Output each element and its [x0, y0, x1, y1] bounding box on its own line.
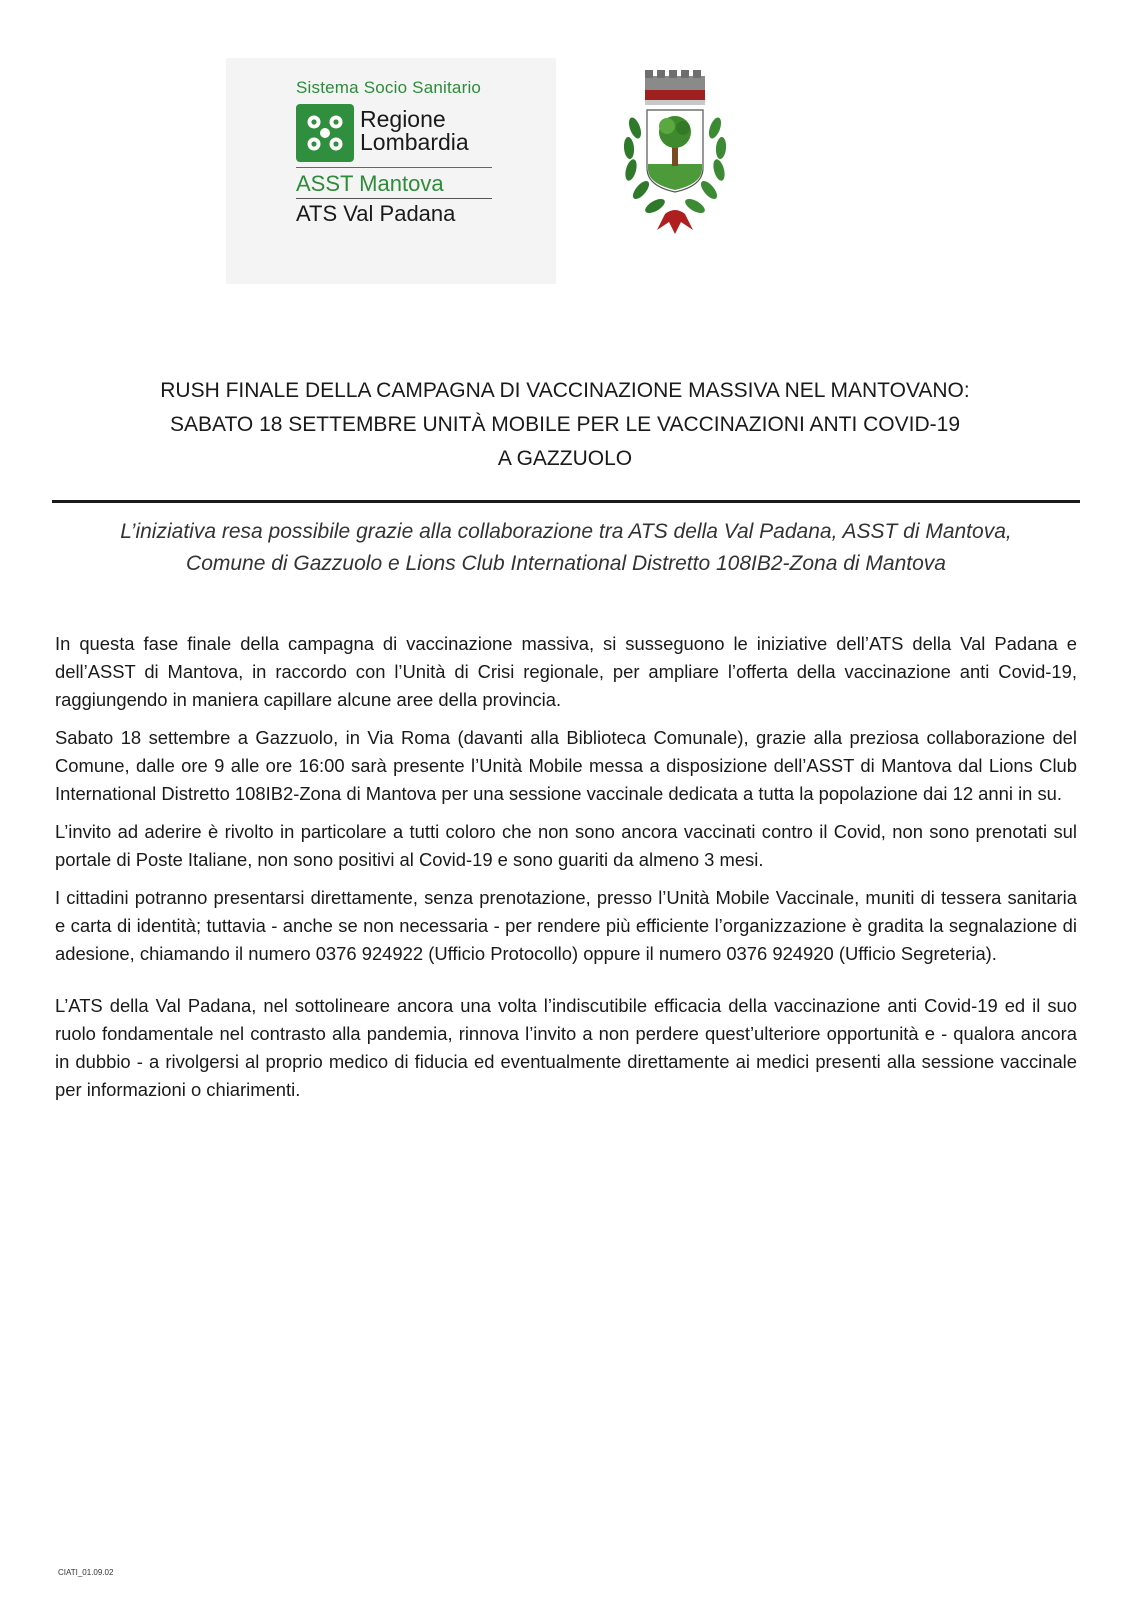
body-paragraph: Sabato 18 settembre a Gazzuolo, in Via Roma (davanti alla Biblioteca Comunale), grazie alla preziosa collaborazione del Comune, dalle ore 9 alle ore 16:00 sarà presente l’Unità Mobile messa a disposizione dell’ASST di Mantova dal Lions Club International Distretto 108IB2-Zona di Mantova per una sessione vaccinale dedicata a tutta la popolazione dai 12 anni in su. — [55, 727, 1077, 804]
municipal-crest-icon — [615, 68, 755, 248]
regione-lombardia-rose-icon — [296, 104, 354, 162]
logo-divider — [296, 198, 492, 199]
press-release-subtitle — [52, 516, 1080, 580]
press-release-title — [60, 374, 1070, 476]
logo-ats-text: ATS Val Padana — [296, 201, 456, 226]
document-code: CIATI_01.09.02 — [58, 1568, 114, 1577]
body-paragraph: L’ATS della Val Padana, nel sottolineare ancora una volta l’indiscutibile efficacia della vaccinazione anti Covid-19 ed il suo ruolo fondamentale nel contrasto alla pandemia, rinnova l’invito a non perdere quest’ulteriore opportunità e - qualora ancora in dubbio - a rivolgersi al proprio medico di fiducia ed eventualmente direttamente ai medici presenti alla sessione vaccinale per informazioni o chiarimenti. — [55, 995, 1077, 1100]
logo-divider — [296, 167, 492, 168]
body-paragraph: L’invito ad aderire è rivolto in particolare a tutti coloro che non sono ancora vaccinati contro il Covid, non sono prenotati sul portale di Poste Italiane, non sono positivi al Covid-19 e sono guariti da almeno 3 mesi. — [55, 821, 1077, 870]
logo-region-line2: Lombardia — [360, 129, 469, 155]
subtitle-line-2: Comune di Gazzuolo e Lions Club International Distretto 108IB2-Zona di Mantova — [186, 552, 946, 575]
title-divider — [52, 500, 1080, 503]
body-paragraph: I cittadini potranno presentarsi direttamente, senza prenotazione, presso l’Unità Mobile Vaccinale, muniti di tessera sanitaria e carta di identità; tuttavia - anche se non necessaria - per rendere più efficiente l’organizzazione è gradita la segnalazione di adesione, chiamando il numero 0376 924922 (Ufficio Protocollo) oppure il numero 0376 924920 (Ufficio Segreteria). — [55, 887, 1077, 964]
logo-region-name — [360, 108, 469, 154]
regione-lombardia-logo — [226, 58, 556, 284]
press-release-body — [55, 630, 1077, 1114]
body-paragraph: In questa fase finale della campagna di vaccinazione massiva, si susseguono le iniziative dell’ATS della Val Padana e dell’ASST di Mantova, in raccordo con l’Unità di Crisi regionale, per ampliare l’offerta della vaccinazione anti Covid-19, raggiungendo in maniera capillare alcune aree della provincia. — [55, 633, 1077, 710]
title-line-3: A GAZZUOLO — [497, 447, 633, 470]
logo-region-line1: Regione — [360, 106, 446, 132]
logo-asst-text: ASST Mantova — [296, 171, 444, 196]
title-line-1: RUSH FINALE DELLA CAMPAGNA DI VACCINAZIONE MASSIVA NEL MANTOVANO: — [160, 379, 970, 402]
logo-system-text: Sistema Socio Sanitario — [296, 78, 482, 97]
title-line-2: SABATO 18 SETTEMBRE UNITÀ MOBILE PER LE VACCINAZIONI ANTI COVID-19 — [169, 413, 960, 436]
subtitle-line-1: L’iniziativa resa possibile grazie alla collaborazione tra ATS della Val Padana, ASST di Mantova, — [120, 520, 1012, 543]
